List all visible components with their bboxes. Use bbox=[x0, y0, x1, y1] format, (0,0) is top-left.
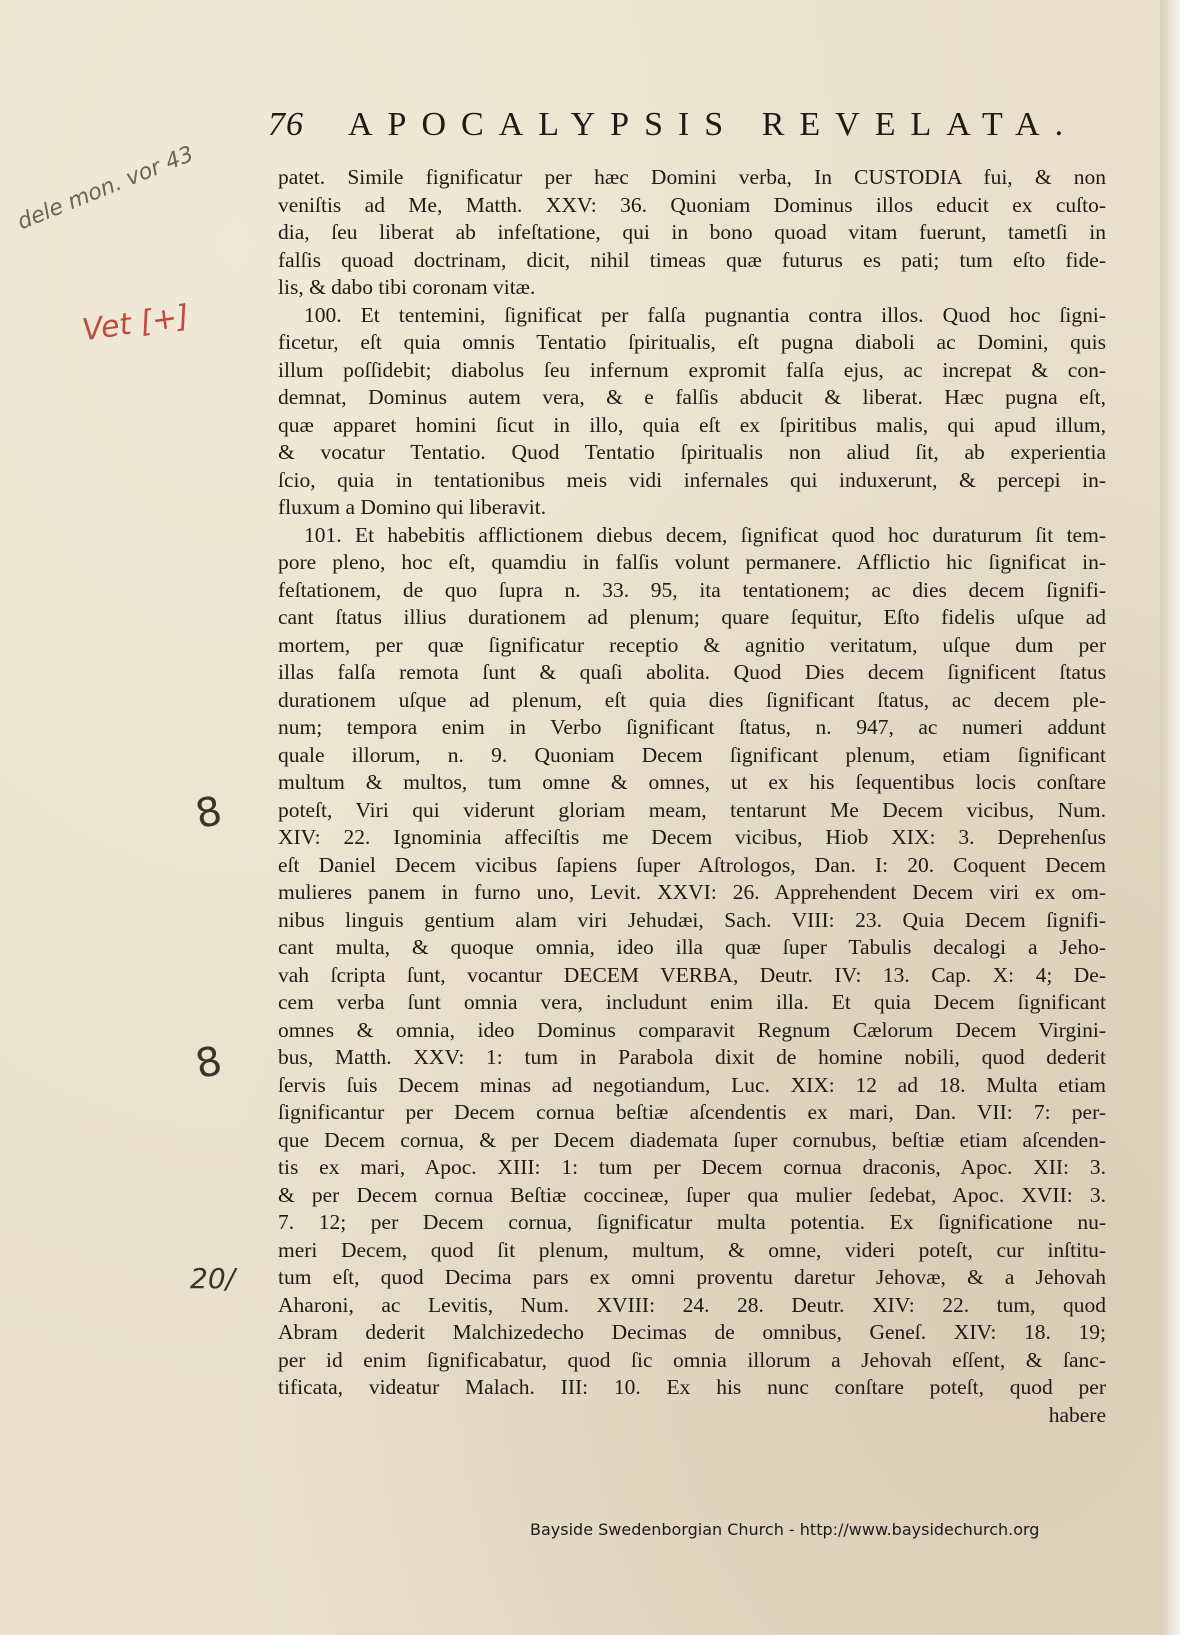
page-number: 76 bbox=[268, 106, 304, 143]
text-line: Aharoni, ac Levitis, Num. XVIII: 24. 28. Deutr. XIV: 22. tum, quod bbox=[278, 1292, 1106, 1317]
text-line: quæ apparet homini ſicut in illo, quia eſt ex ſpiritibus malis, qui apud illum, bbox=[278, 412, 1106, 437]
text-line: multum & multos, tum omne & omnes, ut ex his ſequentibus locis conſtare bbox=[278, 770, 1106, 794]
text-line: tificata, videatur Malach. III: 10. Ex his nunc conſtare poteſt, quod per bbox=[278, 1375, 1106, 1399]
text-line: que Decem cornua, & per Decem diademata ſuper cornubus, beſtiæ etiam aſcenden- bbox=[278, 1127, 1106, 1152]
text-line: quale illorum, n. 9. Quoniam Decem ſignificant plenum, etiam ſignificant bbox=[278, 742, 1106, 767]
text-line: tis ex mari, Apoc. XIII: 1: tum per Decem cornua draconis, Apoc. XII: 3. bbox=[278, 1155, 1106, 1179]
text-line: feſtationem, de quo ſupra n. 33. 95, ita tentationem; ac dies decem ſignifi- bbox=[278, 577, 1106, 602]
pencil-margin-note: dele mon. vor 43 bbox=[14, 141, 198, 236]
text-line: dia, ſeu liberat ab infeſtatione, qui in bono quoad vitam fuerunt, tametſi in bbox=[278, 220, 1106, 244]
text-line: per id enim ſignificabatur, quod ſic omnia illorum a Jehovah eſſent, & ſanc- bbox=[278, 1347, 1106, 1372]
text-line: falſis quoad doctrinam, dicit, nihil timeas quæ futurus es pati; tum eſto fide- bbox=[278, 247, 1106, 272]
text-line: cem verba ſunt omnia vera, includunt enim illa. Et quia Decem ſignificant bbox=[278, 990, 1106, 1014]
text-line: cant ſtatus illius durationem ad plenum; quare ſequitur, Eſto fidelis uſque ad bbox=[278, 605, 1106, 629]
text-line: eſt Daniel Decem vicibus ſapiens ſuper Aſtrologos, Dan. I: 20. Coquent Decem bbox=[278, 852, 1106, 877]
text-line: veniſtis ad Me, Matth. XXV: 36. Quoniam Dominus illos educit ex cuſto- bbox=[278, 192, 1106, 217]
body-text bbox=[278, 164, 1106, 1429]
text-line: demnat, Dominus autem vera, & e falſis abducit & liberat. Hæc pugna eſt, bbox=[278, 385, 1106, 409]
text-line: omnes & omnia, ideo Dominus comparavit Regnum Cælorum Decem Virgini- bbox=[278, 1017, 1106, 1042]
text-line: ſignificantur per Decem cornua beſtiæ aſcendentis ex mari, Dan. VII: 7: per- bbox=[278, 1100, 1106, 1124]
text-line: poteſt, Viri qui viderunt gloriam meam, tentarunt Me Decem vicibus, Num. bbox=[278, 797, 1106, 822]
text-line: XIV: 22. Ignominia affeciſtis me Decem vicibus, Hiob XIX: 3. Deprehenſus bbox=[278, 825, 1106, 849]
text-line: ſcio, quia in tentationibus meis vidi infernales qui induxerunt, & percepi in- bbox=[278, 467, 1106, 492]
text-line: num; tempora enim in Verbo ſignificant ſtatus, n. 947, ac numeri addunt bbox=[278, 715, 1106, 739]
text-line: illum poſſidebit; diabolus ſeu infernum expromit falſa ejus, ac increpat & con- bbox=[278, 357, 1106, 382]
page-header bbox=[268, 106, 1079, 156]
text-line: fluxum a Domino qui liberavit. bbox=[278, 495, 547, 519]
text-line: lis, & dabo tibi coronam vitæ. bbox=[278, 275, 536, 299]
page-edge bbox=[1160, 0, 1180, 1635]
text-line: pore pleno, hoc eſt, quamdiu in falſis volunt permanere. Afflictio hic ſignificat in- bbox=[278, 550, 1106, 574]
running-title: APOCALYPSIS REVELATA. bbox=[348, 106, 1079, 143]
text-line: mortem, per quæ ſignificatur receptio & agnitio veritatum, uſque dum per bbox=[278, 632, 1106, 657]
paragraph-101-start: 101. Et habebitis afflictionem diebus decem, ſignificat quod hoc duraturum ſit tem- bbox=[304, 522, 1106, 547]
margin-mark-20: 20/ bbox=[190, 1262, 236, 1295]
red-margin-note: Vet [+] bbox=[80, 298, 191, 349]
paragraph-100-start: 100. Et tentemini, ſignificat per falſa pugnantia contra illos. Quod hoc ſigni- bbox=[304, 302, 1106, 327]
text-line: durationem uſque ad plenum, eſt quia dies ſignificant ſtatus, ac decem ple- bbox=[278, 687, 1106, 712]
text-line: patet. Simile fignificatur per hæc Domini verba, In CUSTODIA fui, & non bbox=[278, 165, 1106, 189]
margin-mark-8: 8 bbox=[191, 1037, 226, 1089]
text-line: & vocatur Tentatio. Quod Tentatio ſpiritualis non aliud ſit, ab experientia bbox=[278, 440, 1106, 464]
text-line: ſervis ſuis Decem minas ad negotiandum, Luc. XIX: 12 ad 18. Multa etiam bbox=[278, 1072, 1106, 1097]
text-line: 7. 12; per Decem cornua, ſignificatur multa potentia. Ex ſignificatione nu- bbox=[278, 1210, 1106, 1234]
text-line: & per Decem cornua Beſtiæ coccineæ, ſuper qua mulier ſedebat, Apoc. XVII: 3. bbox=[278, 1182, 1106, 1207]
text-line: illas falſa remota ſunt & quaſi abolita. Quod Dies decem ſignificent ſtatus bbox=[278, 660, 1106, 684]
text-line: tum eſt, quod Decima pars ex omni proventu daretur Jehovæ, & a Jehovah bbox=[278, 1265, 1106, 1289]
catchword: habere bbox=[1048, 1402, 1106, 1427]
text-line: cant multa, & quoque omnia, ideo illa quæ ſuper Tabulis decalogi a Jeho- bbox=[278, 935, 1106, 959]
text-line: mulieres panem in furno uno, Levit. XXVI: 26. Apprehendent Decem viri ex om- bbox=[278, 880, 1106, 904]
text-line: bus, Matth. XXV: 1: tum in Parabola dixit de homine nobili, quod dederit bbox=[278, 1045, 1106, 1069]
footer-credit: Bayside Swedenborgian Church - http://www.baysidechurch.org bbox=[530, 1520, 1040, 1539]
text-line: ficetur, eſt quia omnis Tentatio ſpiritualis, eſt pugna diaboli ac Domini, quis bbox=[278, 330, 1106, 354]
text-line: nibus linguis gentium alam viri Jehudæi, Sach. VIII: 23. Quia Decem ſignifi- bbox=[278, 907, 1106, 932]
text-line: meri Decem, quod ſit plenum, multum, & omne, videri poteſt, cur inſtitu- bbox=[278, 1237, 1106, 1262]
margin-mark-8: 8 bbox=[191, 787, 226, 839]
text-line: Abram dederit Malchizedecho Decimas de omnibus, Geneſ. XIV: 18. 19; bbox=[278, 1320, 1106, 1344]
text-line: vah ſcripta ſunt, vocantur DECEM VERBA, Deutr. IV: 13. Cap. X: 4; De- bbox=[278, 962, 1106, 987]
